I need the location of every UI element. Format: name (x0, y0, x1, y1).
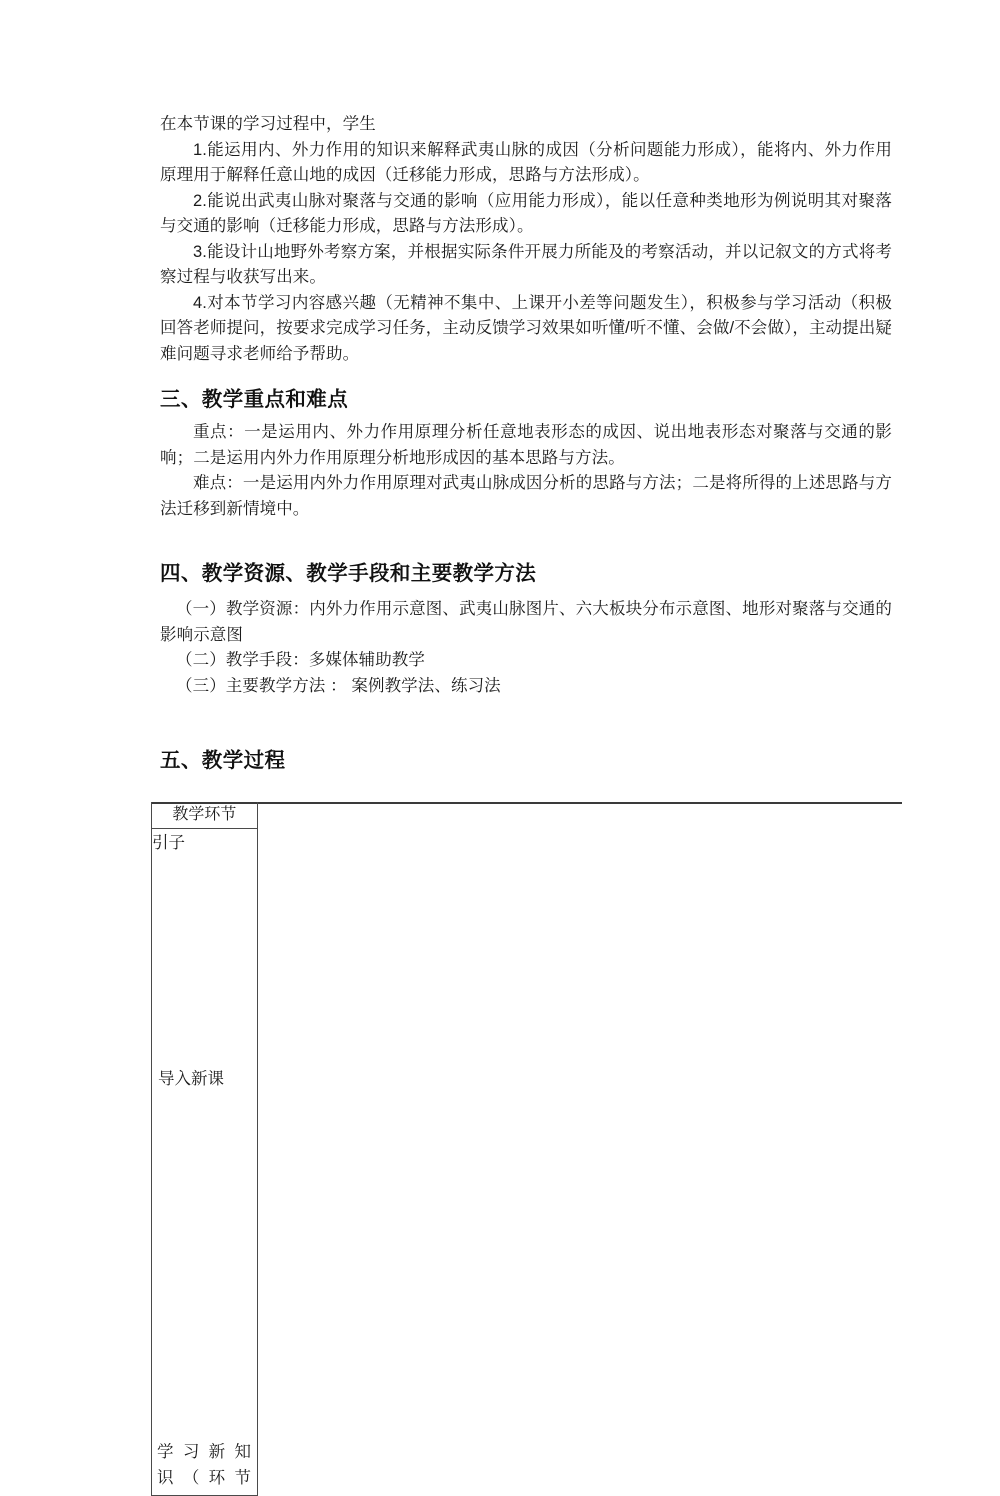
table-cell-stage-new-knowledge (152, 1237, 258, 1496)
table-cell-stage-new-knowledge-label (157, 1439, 251, 1491)
table-cell-stage-intro (152, 829, 258, 948)
table-cell-stage-new-knowledge-line1: 学习新知 (157, 1443, 251, 1461)
table-header-content-cell (257, 802, 901, 829)
section-5-heading: 五、教学过程 (160, 749, 286, 772)
table-row (152, 829, 902, 948)
section-4-heading: 四、教学资源、教学手段和主要教学方法 (160, 562, 537, 585)
section-3-difficulties: 难点：一是运用内外力作用原理对武夷山脉成因分析的思路与方法；二是将所得的上述思路与方法迁移到新情境中。 (160, 474, 892, 518)
objective-item-3: 3.能设计山地野外考察方案，并根据实际条件开展力所能及的考察活动，并以记叙文的方式将考察过程与收获写出来。 (160, 242, 892, 286)
objective-item-1: 1.能运用内、外力作用的知识来解释武夷山脉的成因（分析问题能力形成），能将内、外力作用原理用于解释任意山地的成因（迁移能力形成，思路与方法形成）。 (160, 140, 892, 184)
section-3-heading: 三、教学重点和难点 (160, 388, 349, 411)
section-4-item-methods: （三）主要教学方法 ： 案例教学法、练习法 (176, 676, 501, 695)
table-cell-content-lead-in (257, 947, 901, 1237)
table-cell-stage-lead-in (152, 947, 258, 1237)
table-cell-stage-intro-label: 引子 (152, 834, 185, 852)
table-cell-stage-new-knowledge-line2: 识（环节 (157, 1469, 251, 1487)
section-4-item-resources: （一）教学资源：内外力作用示意图、武夷山脉图片、六大板块分布示意图、地形对聚落与交通的影响示意图 (160, 600, 892, 644)
table-row (152, 1237, 902, 1496)
objectives-intro: 在本节课的学习过程中，学生 (160, 115, 376, 133)
table-cell-content-intro (257, 829, 901, 948)
objective-item-2: 2.能说出武夷山脉对聚落与交通的影响（应用能力形成），能以任意种类地形为例说明其对聚落与交通的影响（迁移能力形成，思路与方法形成）。 (160, 191, 892, 235)
table-cell-content-new-knowledge (257, 1237, 901, 1496)
table-header-row (152, 802, 902, 829)
document-content (160, 112, 892, 775)
section-3-key-points: 重点：一是运用内、外力作用原理分析任意地表形态的成因、说出地表形态对聚落与交通的影响；二是运用内外力作用原理分析地形成因的基本思路与方法。 (160, 423, 892, 467)
teaching-process-table (151, 802, 902, 1496)
table-column-header-stage: 教学环节 (152, 802, 258, 829)
table-cell-stage-lead-in-label: 导入新课 (158, 1070, 224, 1088)
objective-item-4: 4.对本节学习内容感兴趣（无精神不集中、上课开小差等问题发生），积极参与学习活动（积极回答老师提问，按要求完成学习任务，主动反馈学习效果如听懂/听不懂、会做/不会做），主动提出疑难问题寻求老师给予帮助。 (160, 293, 892, 363)
table-row (152, 947, 902, 1237)
section-4-item-means: （二）教学手段：多媒体辅助教学 (176, 651, 425, 669)
